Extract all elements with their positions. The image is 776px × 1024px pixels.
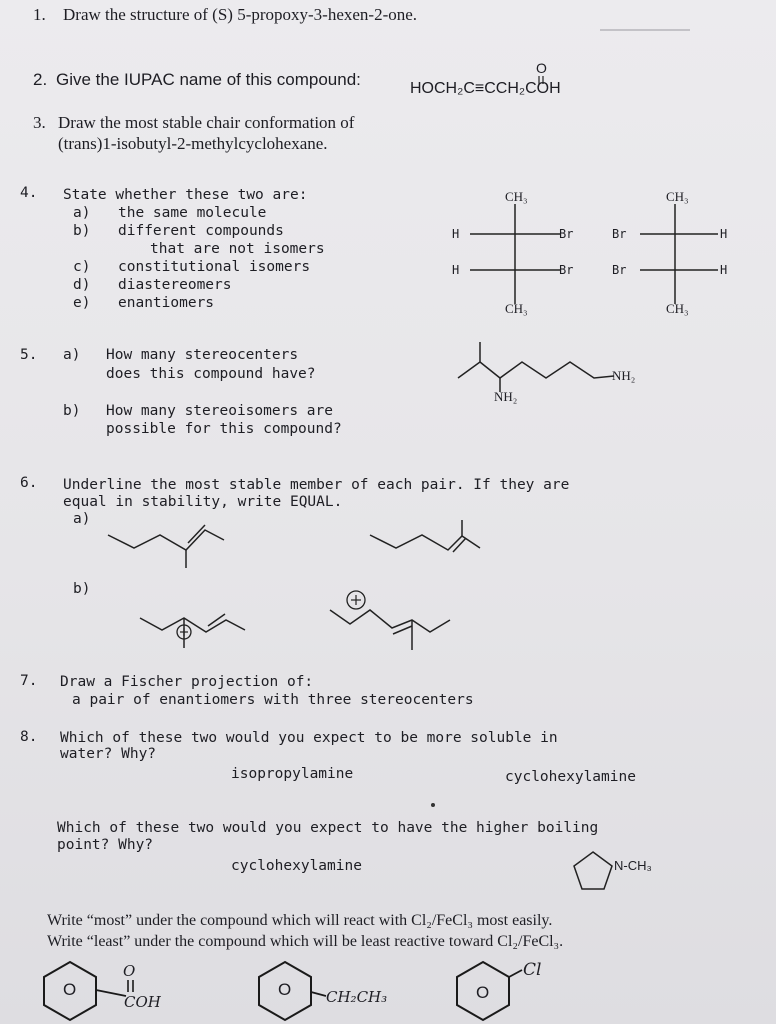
fischer-right-row1-left: Br xyxy=(612,227,627,241)
q1-text: Draw the structure of (S) 5-propoxy-3-hexen-2-one. xyxy=(63,5,418,24)
q4-option-text: that are not isomers xyxy=(150,241,325,257)
fischer-right-bottom: CH₃ xyxy=(666,301,689,316)
substituent-o: O xyxy=(123,962,136,980)
q8-compound-isopropylamine: isopropylamine xyxy=(231,766,354,782)
q2-text: Give the IUPAC name of this compound: xyxy=(56,70,361,89)
q7-number: 7. xyxy=(20,673,38,689)
q8-part1-line1: Which of these two would you expect to be more soluble in xyxy=(60,730,558,746)
fischer-right-row2-right: H xyxy=(720,263,728,277)
q5-b-line1: How many stereoisomers are xyxy=(106,403,333,419)
q7-line2: a pair of enantiomers with three stereocenters xyxy=(72,692,474,708)
q8-part2-line2: point? Why? xyxy=(57,837,154,853)
fischer-right-top: CH₃ xyxy=(666,189,689,204)
ring-center-label: O xyxy=(476,983,490,1002)
q8-part1-line2: water? Why? xyxy=(60,746,157,762)
q4-option-text: diastereomers xyxy=(118,277,232,293)
q3-line1: Draw the most stable chair conformation of xyxy=(58,113,355,132)
q5-b-line2: possible for this compound? xyxy=(106,421,342,437)
q5-a-line1: How many stereocenters xyxy=(106,347,299,363)
fischer-left-bottom: CH₃ xyxy=(505,301,528,316)
substituent-coh: COH xyxy=(124,993,161,1011)
q8-compound-cyclohexylamine: cyclohexylamine xyxy=(505,769,636,785)
q4-option-text: the same molecule xyxy=(118,205,267,221)
q9-line2: Write “least” under the compound which will be least reactive toward Cl₂/FeCl₃. xyxy=(47,933,564,950)
substituent-ethyl: CH₂CH₃ xyxy=(326,988,388,1006)
q4-stem: State whether these two are: xyxy=(63,187,308,203)
fischer-left-row1-left: H xyxy=(452,227,460,241)
q8-part2-line1: Which of these two would you expect to have the higher boiling xyxy=(57,820,599,836)
q6-b-key: b) xyxy=(73,581,91,597)
q7-line1: Draw a Fischer projection of: xyxy=(60,674,314,690)
q4-option-text: constitutional isomers xyxy=(118,259,311,275)
fischer-left-row2-right: Br xyxy=(559,263,574,277)
q8-number: 8. xyxy=(20,729,38,745)
q1-number: 1. xyxy=(33,5,46,24)
fischer-left-row2-left: H xyxy=(452,263,460,277)
ring-center-label: O xyxy=(278,980,292,999)
q3-number: 3. xyxy=(33,113,46,132)
q5-number: 5. xyxy=(20,347,38,363)
q6-number: 6. xyxy=(20,475,38,491)
q5-b-key: b) xyxy=(63,403,81,419)
q4-option-key: c) xyxy=(73,259,91,275)
ring-center-label: O xyxy=(63,980,77,999)
fischer-left-top: CH₃ xyxy=(505,189,528,204)
fischer-right-row1-right: H xyxy=(720,227,728,241)
substituent-cl: Cl xyxy=(523,960,542,980)
q6-line1: Underline the most stable member of each pair. If they are xyxy=(63,477,570,493)
q3-line2: (trans)1-isobutyl-2-methylcyclohexane. xyxy=(58,134,328,153)
q2-formula: HOCH₂C≡CCH₂COH xyxy=(410,80,561,97)
q2-number: 2. xyxy=(33,70,48,89)
q4-option-key: b) xyxy=(73,223,91,239)
fischer-left-row1-right: Br xyxy=(559,227,574,241)
q5-a-key: a) xyxy=(63,347,81,363)
q4-option-key: d) xyxy=(73,277,91,293)
n-ch3-label: N-CH₃ xyxy=(614,858,652,873)
q8-compound-cyclohexylamine-2: cyclohexylamine xyxy=(231,858,362,874)
nh2-label: NH₂ xyxy=(612,368,636,383)
q4-number: 4. xyxy=(20,185,38,201)
q4-option-key: e) xyxy=(73,295,91,311)
q2-carbonyl-oxygen: O xyxy=(536,60,547,76)
nh2-label: NH₂ xyxy=(494,389,518,404)
q6-a-key: a) xyxy=(73,511,91,527)
fischer-right-row2-left: Br xyxy=(612,263,627,277)
q9-line1: Write “most” under the compound which will react with Cl₂/FeCl₃ most easily. xyxy=(47,912,553,929)
q5-a-line2: does this compound have? xyxy=(106,366,316,382)
q6-line2: equal in stability, write EQUAL. xyxy=(63,494,343,510)
q4-option-key: a) xyxy=(73,205,91,221)
q4-option-text: enantiomers xyxy=(118,295,215,311)
q4-option-text: different compounds xyxy=(118,223,284,239)
